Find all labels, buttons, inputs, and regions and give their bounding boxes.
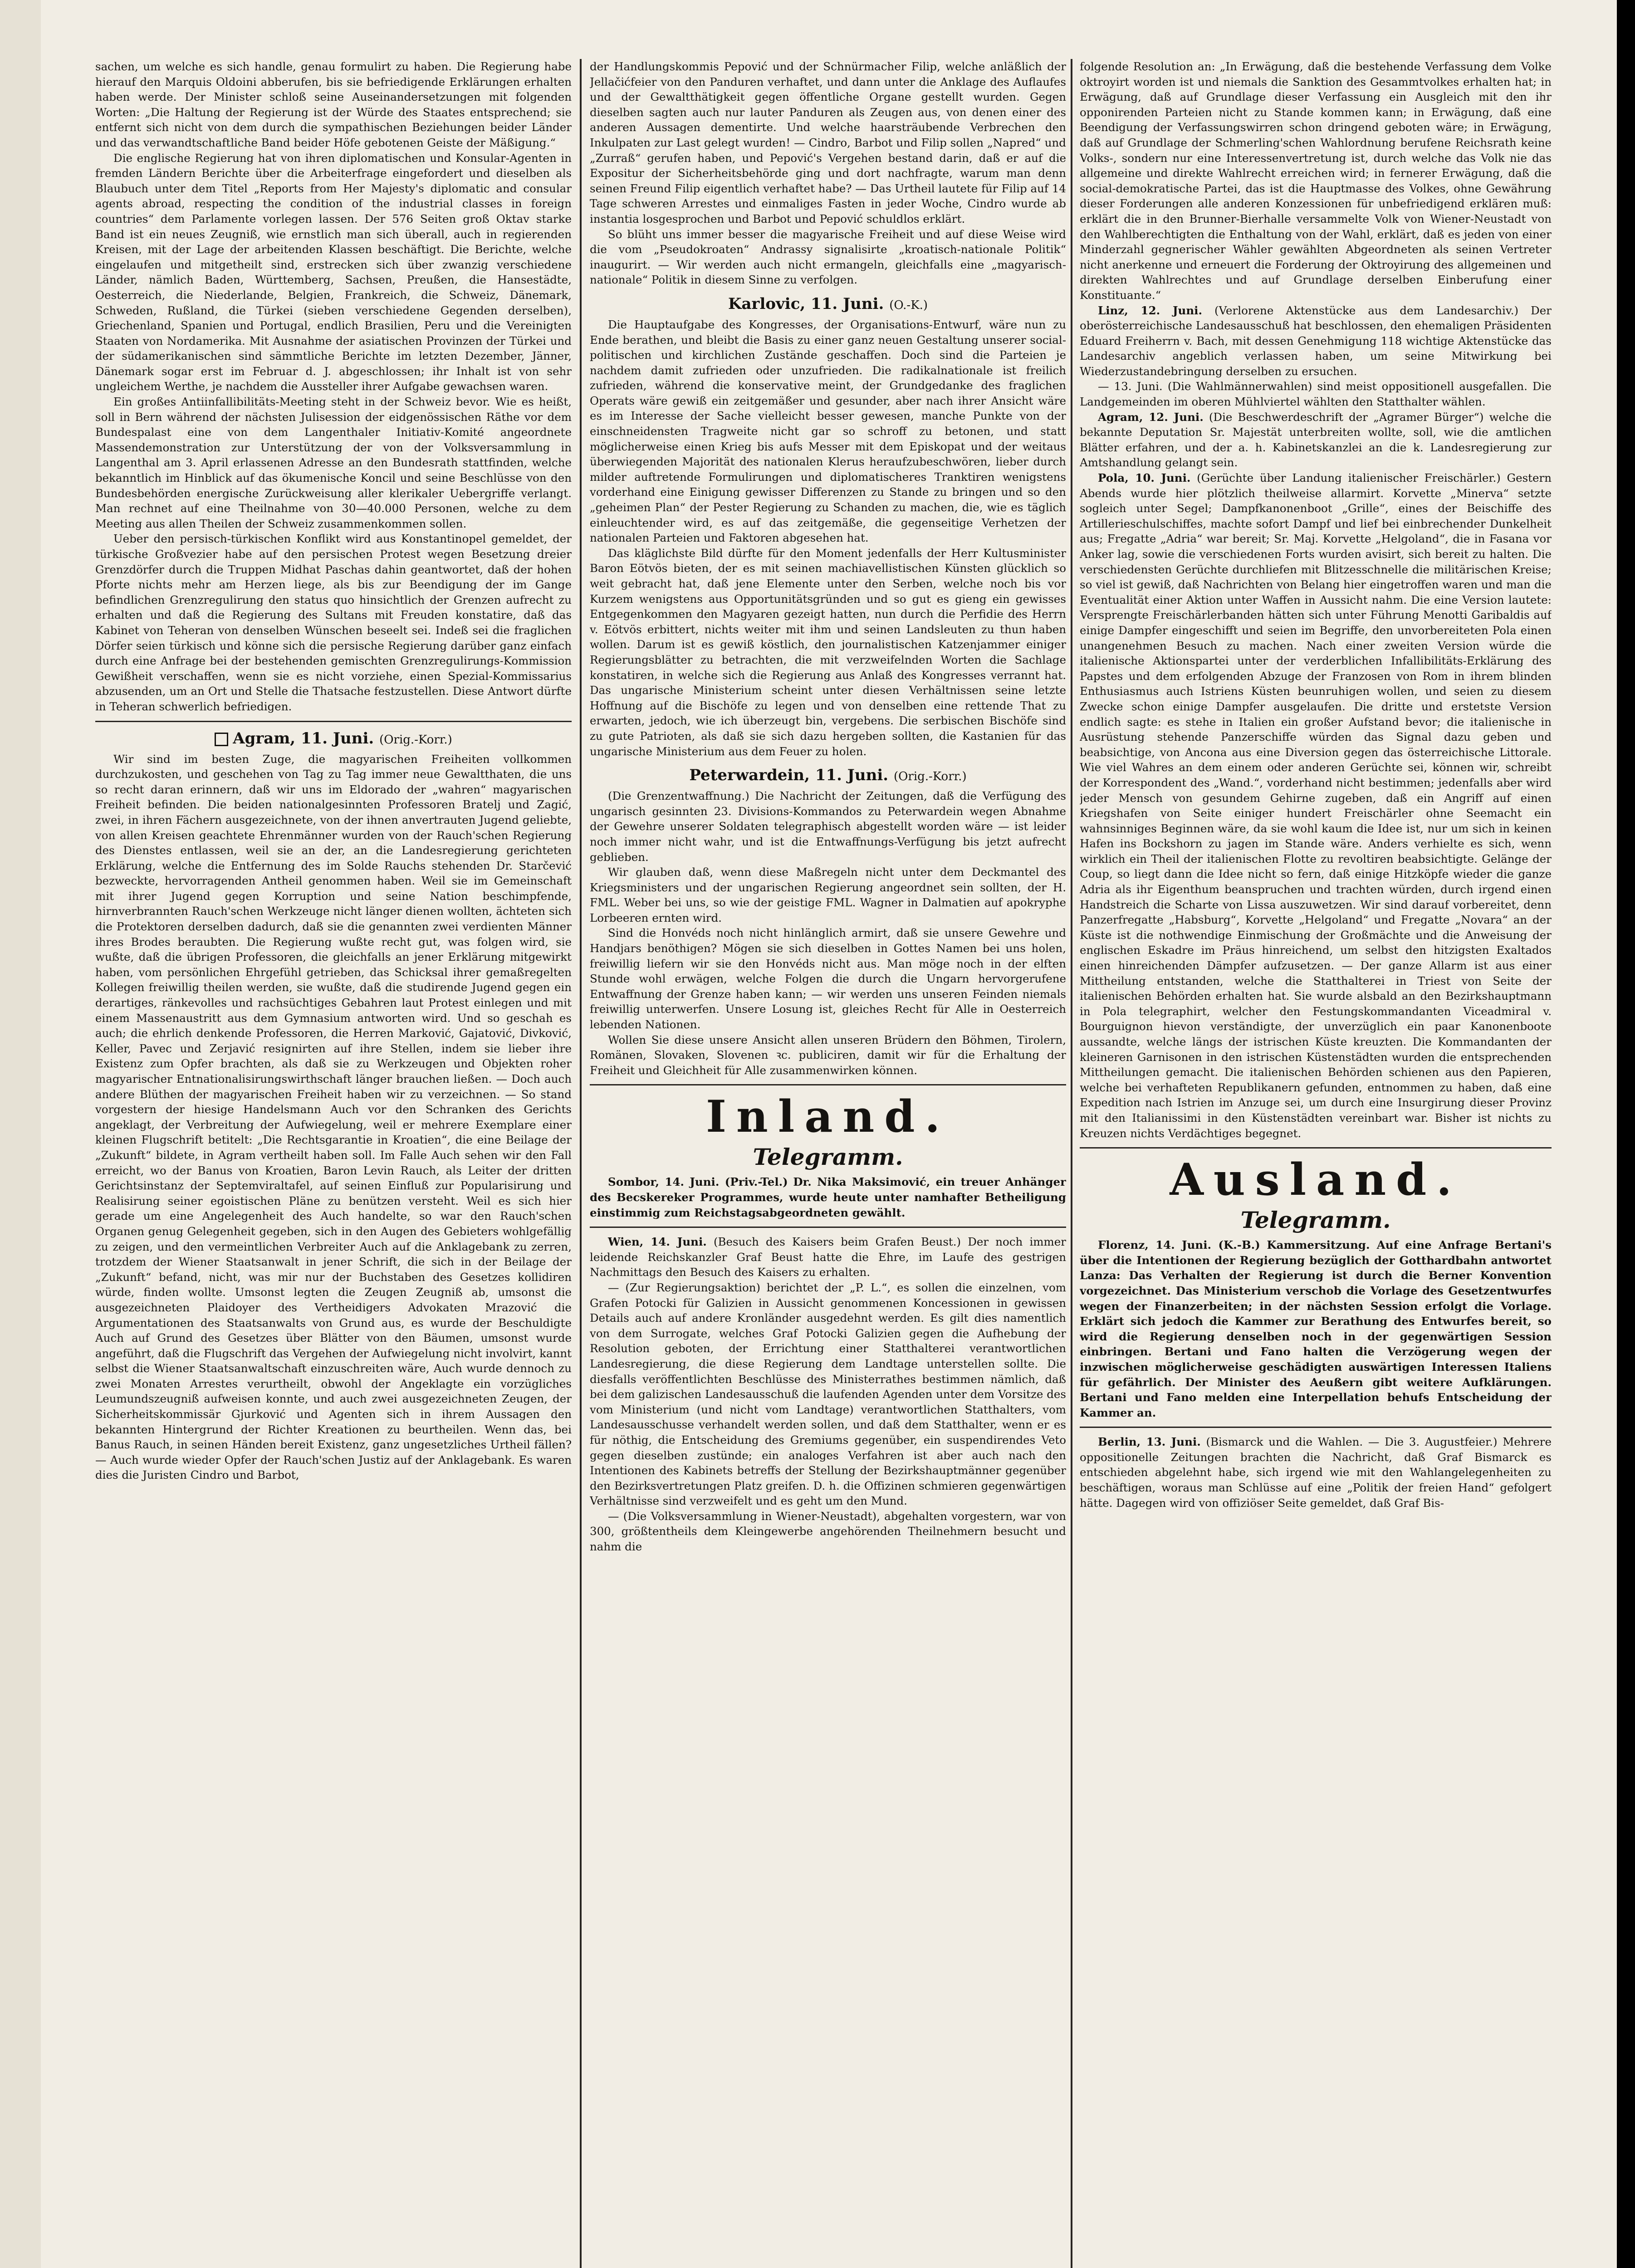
telegram-heading: Telegramm. [753,1144,903,1171]
article-text: Wir glauben daß, wenn diese Maßregeln nicht unter dem Deckmantel des Kriegsministers und der ungarischen Regierung angeordnet sein sollten, der H. FML. Weber bei uns, so wie der geistige FML. Wagner in Dalmatien auf apokryphe Lorbeeren ernten wird. [590,865,1066,924]
scan-edge-right [1617,0,1635,2268]
section-divider [590,1227,1066,1228]
column-3 [1080,59,1552,2268]
telegram-heading: Telegramm. [1240,1207,1391,1234]
article-text: — (Zur Regierungsaktion) berichtet der „P. L.“, es sollen die einzelnen, vom Grafen Potocki für Galizien in Aussicht genommenen Koncessionen in gewissen Details auch auf andere Kronländer ausgedehnt werden. Es gilt dies namentlich von dem Surrogate, welches Graf Potocki Galizien gegen die Aufhebung der Resolution geboten, der Errichtung einer Statthalterei verantwortlichen Landesregierung, die diese Regierung dem Landtage unterstellen sollte. Die diesfalls veröffentlichten Beschlüsse des Ministerrathes bestimmen nämlich, daß bei dem galizischen Landesausschuß die laufenden Agenden unter dem Vorsitze des vom Ministerium (und nicht vom Landtage) verantwortlichen Statthalters, vom Landesausschusse verhandelt werden sollen, und daß dem Statthalter, wenn er es für nöthig, die Entscheidung des Gremiums gegenüber, ein suspendirendes Veto gegen dieselben zustünde; ein analoges Verfahren ist aber auch nach den Intentionen des Kabinets betreffs der Stellung der Bezirkshauptmänner gegenüber den Bezirksvertretungen Platz greifen. D. h. die Offizinen schmieren gegenwärtigen Verhältnisse sind verzweifelt und es geht um den Mund. [590,1281,1066,1508]
article-text: (Die Grenzentwaffnung.) Die Nachricht der Zeitungen, daß die Verfügung des ungarisch gesinnten 23. Divisions-Kommandos zu Peterwardein wegen Abnahme der Gewehre unserer Soldaten telegraphisch abgestellt worden wäre — ist leider noch immer nicht wahr, und ist die Entwaffnungs-Verfügung bis jetzt aufrecht geblieben. [590,789,1066,864]
article-text: Ueber den persisch-türkischen Konflikt wird aus Konstantinopel gemeldet, der türkische Großvezier habe auf den persischen Protest wegen Besetzung dreier Grenzdörfer durch die Truppen Midhat Paschas dahin geantwortet, daß der hohen Pforte nichts mehr am Herzen liege, als bis zur Beendigung der im Gange befindlichen Grenzregulirung den status quo hinsichtlich der Grenzen aufrecht zu erhalten und daß die Regierung des Sultans mit Freuden konstatire, daß das Kabinet von Teheran von denselben Wünschen beseelt sei. Indeß sei die fraglichen Dörfer seien türkisch und könne sich die persische Regierung darüber ganz einfach durch eine Anfrage bei der bestehenden gemischten Grenzregulirungs-Kommission Gewißheit verschaffen, wenn sie es nicht vorziehe, einen Spezial-Kommissarius abzusenden, um an Ort und Stelle die Thatsache festzustellen. Diese Antwort dürfte in Teheran schwerlich befriedigen. [95,532,572,713]
scan-edge-left [0,0,41,2268]
column-2 [590,59,1066,2268]
article-text: Die englische Regierung hat von ihren diplomatischen und Konsular-Agenten in fremden Ländern Berichte über die Arbeiterfrage eingefordert und dieselben als Blaubuch unter dem Titel „Reports from Her Majesty's diplomatic and consular agents abroad, respecting the condition of the industrial classes in foreign countries“ dem Parlamente vorlegen lassen. Der 576 Seiten groß Oktav starke Band ist ein neues Zeugniß, wie ernstlich man sich überall, auch in regierenden Kreisen, mit der Lage der arbeitenden Klassen beschäftigt. Die Berichte, welche eingelaufen und mitgetheilt sind, erstrecken sich über zwanzig verschiedene Länder, nämlich Baden, Württemberg, Sachsen, Preußen, die Hansestädte, Oesterreich, die Niederlande, Belgien, Frankreich, die Schweiz, Dänemark, Schweden, Rußland, die Türkei (sieben verschiedene Gegenden derselben), Griechenland, Spanien und Portugal, endlich Brasilien, Peru und die Vereinigten Staaten von Nordamerika. Mit Ausnahme der asiatischen Provinzen der Türkei und der südamerikanischen sind sämmtliche Berichte im letzten Dezember, Jänner, Dänemark sogar erst im Februar d. J. abgeschlossen; ihr Inhalt ist von sehr ungleichem Werthe, je nachdem die Aussteller ihrer Aufgabe gewachsen waren. [95,151,572,393]
section-title-inland: Inland. [706,1091,950,1143]
dateline-karlovic: Karlovic, 11. Juni. (O.-K.) [728,294,928,313]
column-1 [95,59,572,2268]
article-text: Linz, 12. Juni. (Verlorene Aktenstücke aus dem Landesarchiv.) Der oberösterreichische Landesausschuß hat beschlossen, den ehemaligen Präsidenten Eduard Freiherrn v. Bach, mit dessen Genehmigung 118 wichtige Aktenstücke das Landesarchiv angeblich verlassen haben, um seine Mitwirkung bei Wiederzustandebringung derselben zu ersuchen. [1080,303,1552,378]
dateline-peterwardein: Peterwardein, 11. Juni. (Orig.-Korr.) [689,766,967,785]
section-divider [590,1084,1066,1085]
article-text: — 13. Juni. (Die Wahlmännerwahlen) sind meist oppositionell ausgefallen. Die Landgemeinden im oberen Mühlviertel wählten den Statthalter wählen. [1080,380,1552,409]
correspondent-mark-icon [215,733,228,746]
article-text: Das kläglichste Bild dürfte für den Moment jedenfalls der Herr Kultusminister Baron Eötvös bieten, der es mit seinen machiavellistischen Künsten glücklich so weit gebracht hat, daß jene Elemente unter den Serben, welche noch bis vor Kurzem wenigstens aus Opportunitätsgründen und so gut es gieng ein gewisses Entgegenkommen den Magyaren gezeigt hatten, nun durch die Perfidie des Herrn v. Eötvös erbittert, nichts weiter mit ihm und seinen Landsleuten zu thun haben wollen. Darum ist es gewiß köstlich, den journalistischen Katzenjammer einiger Regierungsblätter zu betrachten, die mit verzweifelnden Worten die Sachlage konstatiren, in welche sich die Regierung aus Anlaß des Kongresses verrannt hat. Das ungarische Ministerium scheint unter diesen Verhältnissen seine letzte Hoffnung auf die Bischöfe zu legen und von denselben eine rettende That zu erwarten, jedoch, wie ich überzeugt bin, vergebens. Die serbischen Bischöfe sind zu gute Patrioten, als daß sie sich dazu hergeben sollten, die Kastanien für das ungarische Ministerium aus dem Feuer zu holen. [590,546,1066,758]
section-divider [1080,1427,1552,1428]
dateline-agram: Agram, 11. Juni. (Orig.-Korr.) [95,728,572,750]
article-text: — (Die Volksversammlung in Wiener-Neustadt), abgehalten vorgestern, war von 300, größtentheils dem Kleingewerbe angehörenden Theilnehmern besucht und nahm die [590,1509,1066,1554]
telegram-text: Sombor, 14. Juni. (Priv.-Tel.) Dr. Nika Maksimović, ein treuer Anhänger des Becskereker Programmes, wurde heute unter namhafter Betheiligung einstimmig zum Reichstagsabgeordneten gewählt. [590,1175,1066,1219]
article-text: Pola, 10. Juni. (Gerüchte über Landung italienischer Freischärler.) Gestern Abends wurde hier plötzlich theilweise allarmirt. Korvette „Minerva“ setzte sogleich unter Segel; Dampfkanonenboot „Grille“, eines der Beischiffe des Artillerieschulschiffes, machte sofort Dampf und lief bei einbrechender Dunkelheit aus; Fregatte „Adria“ war bereit; Sr. Maj. Korvette „Helgoland“, die in Fasana vor Anker lag, sowie die verschiedenen Forts wurden avisirt, sich bereit zu halten. Die verschiedensten Gerüchte durchliefen mit Blitzesschnelle die militärischen Kreise; so viel ist gewiß, daß Nachrichten von Belang hier eingetroffen waren und man die Eventualität einer Aktion unter Waffen in Aussicht nahm. Die eine Version lautete: Versprengte Freischärlerbanden hätten sich unter Führung Menotti Garibaldis auf einige Dampfer eingeschifft und seien im Begriffe, den unvorbereiteten Pola einen unangenehmen Besuch zu machen. Nach einer zweiten Version würde die italienische Aktionspartei unter der verderblichen Infallibilitäts-Erklärung des Papstes und dem erfolgenden Abzuge der Franzosen von Rom in ihrem blinden Enthusiasmus auch Istriens Küsten beunruhigen wollen, und seien zu diesem Zwecke schon einige Dampfer ausgelaufen. Die dritte und erstetste Version endlich sagte: es stehe in Italien ein großer Aufstand bevor; die italienische in Ausrüstung stehende Panzerschiffe würden das Signal dazu geben und beabsichtige, von Ancona aus eine Diversion gegen das österreichische Littorale. Wie viel Wahres an dem einem oder anderen Gerüchte sei, können wir, schreibt der Korrespondent des „Wand.“, vorderhand nicht bestimmen; jedenfalls aber wird jeder Mensch von gesundem Gehirne zugeben, daß ein Angriff auf einen Kriegshafen von Seite einiger hundert Freischärler ohne Seemacht ein wahnsinniges Beginnen wäre, da sie wohl kaum die Idee ist, nur um sich in keinen Hafen ins Bockshorn zu jagen im Stande wäre. Anders verhielte es sich, wenn wirklich ein Theil der italienischen Flotte zu revoltiren beabsichtigte. Gelänge der Coup, so liegt dann die Idee nicht so fern, daß einige Hitzköpfe wieder die ganze Adria als ihr Eigenthum beanspruchen und trachten würden, durch irgend einen Handstreich die Scharte von Lissa auszuwetzen. Wir sind darauf vorbereitet, denn Panzerfregatte „Habsburg“, Korvette „Helgoland“ und Fregatte „Novara“ an der Küste ist die nothwendige Einmischung der Großmächte und die Anweisung der englischen Eskadre im Präus hinreichend, um selbst den hitzigsten Exaltados einen hinreichenden Dämpfer aufzusetzen. — Der ganze Allarm ist aus einer Mittheilung entstanden, welche die Statthalterei in Triest von Seite der italienischen Behörden erhalten hat. Sie wurde alsbald an den Bezirkshauptmann in Pola telegraphirt, welcher den Festungskommandanten Viceadmiral v. Bourguignon hievon verständigte, der unverzüglich ein paar Kanonenboote aussandte, welche längs der istrischen Küste kreuzten. Die Kommandanten der kleineren Garnisonen in den istrischen Küstenstädten wurden die entsprechenden Mittheilungen gemacht. Die italienischen Behörden schienen aus den Papieren, welche bei verhafteten Republikanern gefunden, entnommen zu haben, daß eine Expedition nach Istrien im Anzuge sei, um durch eine Insurgirung dieser Provinz mit den Italianissimi in den Küstenstädten vereinbart war. Bisher ist nichts zu Kreuzen nichts Verdächtiges begegnet. [1080,471,1552,1140]
article-text: Ein großes Antiinfallibilitäts-Meeting steht in der Schweiz bevor. Wie es heißt, soll in Bern während der nächsten Julisession der eidgenössischen Räthe vor dem Bundespalast eine von dem Langenthaler Initiativ-Komité angeordnete Massendemonstration zur Unterstützung der von der Volksversammlung in Langenthal am 3. April erlassenen Adresse an den Bundesrath stattfinden, welche bekanntlich im Hinblick auf das ökumenische Koncil und seine Beschlüsse von den Bundesbehörden energische Zurückweisung aller klerikaler Uebergriffe verlangt. Man rechnet auf eine Theilnahme von 30—40.000 Personen, welche zu dem Meeting aus allen Theilen der Schweiz zusammenkommen sollen. [95,395,572,530]
article-text: Berlin, 13. Juni. (Bismarck und die Wahlen. — Die 3. Augustfeier.) Mehrere oppositionelle Zeitungen brachten die Nachricht, daß Graf Bismarck es entschieden abgelehnt habe, sich irgend wie mit den Wahlangelegenheiten zu beschäftigen, woraus man Schlüsse auf eine „Politik der freien Hand“ gefolgert hätte. Dagegen wird von offiziöser Seite gemeldet, daß Graf Bis- [1080,1435,1552,1510]
article-text: Wollen Sie diese unsere Ansicht allen unseren Brüdern den Böhmen, Tirolern, Romänen, Slovaken, Slovenen ꝛc. publiciren, damit wir für die Erhaltung der Freiheit und Gleichheit für Alle zusammenwirken können. [590,1033,1066,1077]
telegram-text: Florenz, 14. Juni. (K.-B.) Kammersitzung. Auf eine Anfrage Bertani's über die Intentionen der Regierung bezüglich der Gotthardbahn antwortet Lanza: Das Verhalten der Regierung ist durch die Berner Konvention vorgezeichnet. Das Ministerium verschob die Vorlage des Gesetzentwurfes wegen der Finanzerbeiten; in der nächsten Session erfolgt die Vorlage. Erklärt sich jedoch die Kammer zur Berathung des Entwurfes bereit, so wird die Regierung denselben noch in der gegenwärtigen Session einbringen. Bertani und Fano halten die Verzögerung wegen der inzwischen möglicherweise geschädigten auswärtigen Interessen Italiens für gefährlich. Der Minister des Aeußern gibt weitere Aufklärungen. Bertani und Fano melden eine Interpellation behufs Entscheidung der Kammer an. [1080,1238,1552,1419]
article-text: der Handlungskommis Pepović und der Schnürmacher Filip, welche anläßlich der Jellačićfeier von den Panduren verhaftet, und dann unter die Anklage des Auflaufes und der Gewaltthätigkeit gegen öffentliche Organe gestellt wurden. Gegen dieselben sagten auch nur lauter Panduren als Zeugen aus, von denen einer des anderen Aussagen dementirte. Und welche haarsträubende Verbrechen den Inkulpaten zur Last gelegt wurden! — Cindro, Barbot und Filip sollen „Napred“ und „Zurraß“ gerufen haben, und Pepović's Vergehen bestand darin, daß er auf die Expositur der Sicherheitsbehörde ging und dort nachfragte, warum man denn seinen Freund Filip eigentlich verhaftet habe? — Das Urtheil lautete für Filip auf 14 Tage schweren Arrestes und einmaliges Fasten in jeder Woche, Cindro wurde ab instantia losgesprochen und Barbot und Pepović schuldlos erklärt. [590,60,1066,225]
article-text: Agram, 12. Juni. (Die Beschwerdeschrift der „Agramer Bürger“) welche die bekannte Deputation Sr. Majestät unterbreiten wollte, soll, wie die amtlichen Blätter erfahren, und der a. h. Kabinetskanzlei an die k. Landesregierung zur Amtshandlung gelangt sein. [1080,410,1552,469]
column-rule [580,59,582,2268]
article-text: Sind die Honvéds noch nicht hinlänglich armirt, daß sie unsere Gewehre und Handjars benöthigen? Mögen sie sich dieselben in Gottes Namen bei uns holen, freiwillig liefern wir sie den Honvéds nicht aus. Man möge noch in der elften Stunde wohl erwägen, welche Folgen die durch die Ungarn hervorgerufene Entwaffnung der Grenze haben kann; — wir werden uns unseren Feinden niemals freiwillig unterwerfen. Unsere Losung ist, gleiches Recht für Alle in Oesterreich lebenden Nationen. [590,926,1066,1031]
section-divider [1080,1147,1552,1149]
section-divider [95,721,572,722]
article-text: Wien, 14. Juni. (Besuch des Kaisers beim Grafen Beust.) Der noch immer leidende Reichskanzler Graf Beust hatte die Ehre, im Laufe des gestrigen Nachmittags den Besuch des Kaisers zu erhalten. [590,1235,1066,1279]
article-text: Wir sind im besten Zuge, die magyarischen Freiheiten vollkommen durchzukosten, und geschehen von Tag zu Tag immer neue Gewaltthaten, die uns so recht daran erinnern, daß wir uns im Eldorado der „wahren“ magyarischen Freiheit befinden. Die beiden nationalgesinnten Professoren Bratelj und Zagić, zwei, in ihren Fächern ausgezeichnete, von der ihnen anvertrauten Jugend geliebte, von allen Kreisen geachtete Ehrenmänner wurden von der Rauch'schen Regierung des Dienstes entlassen, weil sie an der, an die Landesregierung gerichteten Erklärung, welche die Entfernung des im Solde Rauchs stehenden Dr. Starčević bezweckte, hervorragenden Antheil genommen haben. Weil sie im Gemeinschaft mit ihrer Jugend gegen Korruption und seine Nation beschimpfende, hirnverbrannten Rauch'schen Werkzeuge nicht länger dienen wollten, ächteten sich die Protektoren derselben dadurch, daß sie die genannten zwei verdienten Männer ihres Brodes beraubten. Die Regierung wußte recht gut, was folgen wird, sie wußte, daß die übrigen Professoren, die gleichfalls an jener Erklärung mitgewirkt haben, vom persönlichen Ehrgefühl getrieben, das Schicksal ihrer gemaßregelten Kollegen freiwillig theilen werden, sie wußte, daß die studirende Jugend gegen ein derartiges, ränkevolles und rachsüchtiges Gebahren laut Protest einlegen und mit einem Massenaustritt aus dem Gymnasium antworten wird. Und so geschah es auch; die ehrlich denkende Professoren, die Herren Marković, Gajatović, Divković, Keller, Pavec und Zerjavić resignirten auf ihre Stellen, indem sie lieber ihre Existenz zum Opfer brachten, als daß sie zu Werkzeugen und Objekten roher magyarischer Entnationalisirungswirthschaft länger brauchen ließen. — Doch auch andere Blüthen der magyarischen Freiheit haben wir zu verzeichnen. — So stand vorgestern der hiesige Handelsmann Auch vor den Schranken des Gerichts angeklagt, der Verbreitung der Aufwiegelung, weil er mehrere Exemplare einer kleinen Flugschrift betitelt: „Die Rechtsgarantie in Kroatien“, die eine Beilage der „Zukunft“ bildete, in Agram vertheilt haben soll. Im Falle Auch sehen wir den Fall erreicht, wo der Banus von Kroatien, Baron Levin Rauch, als Leiter der dritten Gerichtsinstanz der Septemviraltafel, auf seinen Einfluß zur Popularisirung und Realisirung seiner egoistischen Pläne zu benützen versteht. Weil es sich hier gerade um eine Angelegenheit des Auch handelte, so war den Rauch'schen Organen genug Gelegenheit gegeben, sich in den Augen des Gebieters wohlgefällig zu zeigen, und den vermeintlichen Verbreiter Auch auf die Anklagebank zu zerren, trotzdem der Wiener Staatsanwalt in jener Schrift, die sich in der Beilage der „Zukunft“ befand, nicht, was mir nur der Buchstaben des Gesetzes kollidiren würde, finden wollte. Umsonst legten die Zeugen Zeugniß ab, umsonst die ausgezeichneten Plaidoyer des Vertheidigers Advokaten Mrazović die Argumentationen des Staatsanwalts von Grund aus, es wurde der Beschuldigte Auch auf Grund des Gesetzes über Blätter von den Bäumen, umsonst wurde angeführt, daß die Flugschrift das Vergehen der Aufwiegelung nicht involvirt, kannt selbst die Wiener Staatsanwaltschaft einzuschreiten wäre, Auch wurde dennoch zu zwei Monaten Arrestes verurtheilt, obwohl der Angeklagte ein vorzügliches Leumundszeugniß aufweisen konnte, und auch zwei ausgezeichneten Zeugen, der Sicherheitskommissär Gjurković und Agenten sich in ihrem Aussagen den bekannten Hintergrund der Richter Kreationen zu beurtheilen. Wenn das, bei Banus Rauch, in seinen Händen bereit Existenz, ganz ungesetzliches Urtheil fällen? — Auch wurde wieder Opfer der Rauch'schen Justiz auf der Anklagebank. Es waren dies die Juristen Cindro und Barbot, [95,752,572,1482]
article-text: Die Hauptaufgabe des Kongresses, der Organisations-Entwurf, wäre nun zu Ende berathen, und bleibt die Basis zu einer ganz neuen Gestaltung unserer social-politischen und kirchlichen Zustände geschaffen. Doch sind die Parteien je nachdem damit zufrieden oder unzufrieden. Die radikalnationale ist freilich zufrieden, während die konservative meint, der Grundgedanke des fraglichen Operats wäre gewiß ein zeitgemäßer und gesunder, aber nach ihrer Ansicht wäre es im Interesse der Sache vielleicht besser gewesen, manche Punkte von der einschneidensten Tragweite nicht gar so schroff zu betonen, und statt möglicherweise einen Krieg bis aufs Messer mit dem Episkopat und der weitaus überwiegenden Majorität des nationalen Klerus heraufzubeschwören, lieber durch milder auftretende Formulirungen und diplomatischeres Tranktiren wenigstens vorderhand eine Einigung gewisser Differenzen zu Stande zu bringen und so den „geheimen Plan“ der Pester Regierung zu Schanden zu machen, die, wie es täglich einleuchtender wird, es auf das zeitgemäße, die gegenseitige Verhetzen der nationalen Parteien und Faktoren abgesehen hat. [590,318,1066,545]
section-title-ausland: Ausland. [1170,1154,1462,1206]
column-rule [1071,59,1072,2268]
article-text: sachen, um welche es sich handle, genau formulirt zu haben. Die Regierung habe hierauf den Marquis Oldoini abberufen, bis sie befriedigende Erklärungen erhalten haben werde. Der Minister schloß seine Auseinandersetzungen mit folgenden Worten: „Die Haltung der Regierung ist der Würde des Staates entsprechend; sie entfernt sich nicht von dem durch die sympathischen Beziehungen beider Länder und das verwandtschaftliche Band beider Höfe gebotenen Geiste der Mäßigung.“ [95,60,572,149]
article-text: So blüht uns immer besser die magyarische Freiheit und auf diese Weise wird die vom „Pseudokroaten“ Andrassy signalisirte „kroatisch-nationale Politik“ inaugurirt. — Wir werden auch nicht ermangeln, gleichfalls eine „magyarisch-nationale“ Politik in diesem Sinne zu verfolgen. [590,227,1066,287]
newspaper-page [95,59,1552,2268]
article-text: folgende Resolution an: „In Erwägung, daß die bestehende Verfassung dem Volke oktroyirt worden ist und niemals die Sanktion des Gesammtvolkes erhalten hat; in Erwägung, daß auf Grundlage dieser Verfassung ein Ausgleich mit den ihr opponirenden Parteien nicht zu Stande kommen kann; in Erwägung, daß eine Beendigung der Verfassungswirren schon dringend geboten wäre; in Erwägung, daß auf Grundlage der Schmerling'schen Wahlordnung berufene Reichsrath keine Volks-, sondern nur eine Interessenvertretung ist, durch welche das Volk nie das allgemeine und direkte Wahlrecht erreichen wird; in fernerer Erwägung, daß die social-demokratische Partei, das ist die Hauptmasse des Volkes, ohne Gewährung dieser Forderungen alle anderen Konzessionen für unbefriedigend erklären muß: erklärt die in den Brunner-Bierhalle versammelte Volk von Wiener-Neustadt von den Wahlberechtigten die Enthaltung von der Wahl, erklärt, daß es jeden von einer Minderzahl gegnerischer Wähler gewählten Abgeordneten als seinen Vertreter nicht anerkenne und erneuert die Forderung der Oktroyirung des allgemeinen und direkten Wahlrechtes und auf Grundlage derselben Einberufung einer Konstituante.“ [1080,60,1552,302]
